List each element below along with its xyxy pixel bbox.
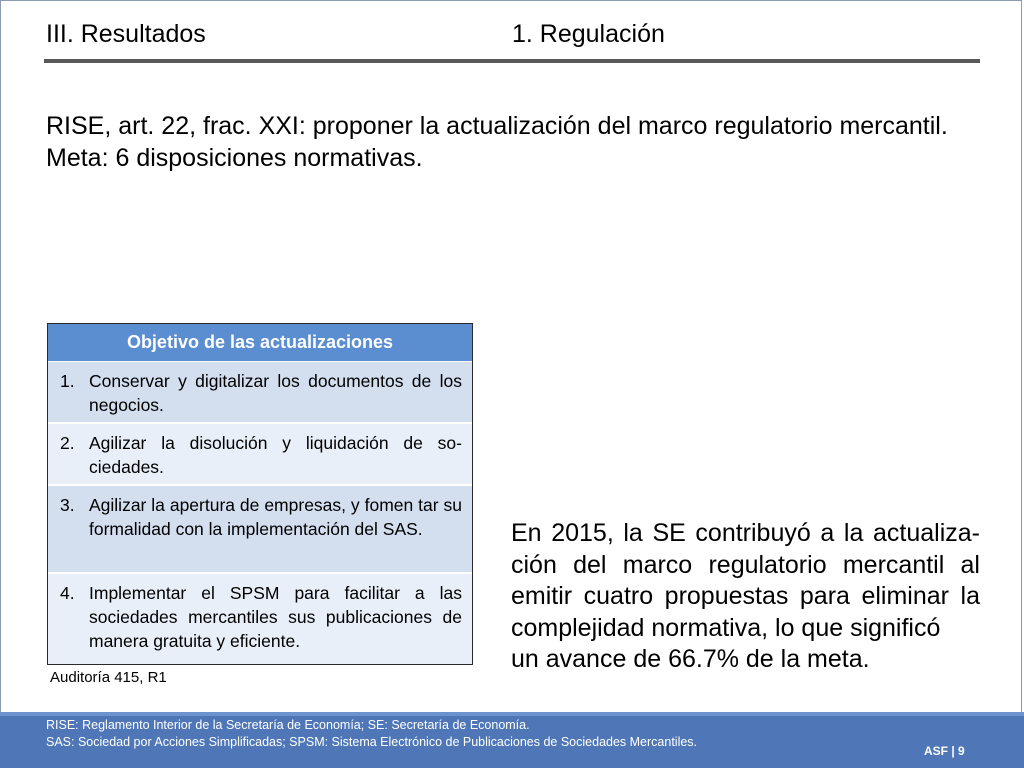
objectives-table — [47, 323, 473, 665]
table-row — [48, 486, 472, 574]
table-header: Objetivo de las actualizaciones — [48, 324, 472, 362]
intro-text — [46, 110, 986, 174]
item-number: 2. — [60, 433, 75, 453]
item-text: Conservar y digitalizar los documentos de los negocios. — [89, 371, 462, 415]
source-note: Auditoría 415, R1 — [50, 669, 167, 686]
table-row — [48, 574, 472, 664]
footer-accent-line — [0, 712, 1024, 716]
footer-bar — [0, 712, 1024, 768]
table-row — [48, 362, 472, 424]
footer-note-1: RISE: Reglamento Interior de la Secretaría de Economía; SE: Secretaría de Economía. — [46, 718, 530, 732]
item-text: Agilizar la apertura de empresas, y fomen tar su formalidad con la implementación del SAS. — [89, 495, 462, 539]
summary-text — [511, 518, 980, 676]
footer-note-2: SAS: Sociedad por Acciones Simplificadas; SPSM: Sistema Electrónico de Publicaciones de Sociedades Mercantiles. — [46, 735, 698, 749]
item-number: 4. — [60, 583, 75, 603]
item-text: Implementar el SPSM para facilitar a las sociedades mercantiles sus publicaciones de manera gratuita y eficiente. — [89, 583, 462, 651]
page-number: ASF | 9 — [924, 744, 965, 758]
intro-line-1: RISE, art. 22, frac. XXI: proponer la actualización del marco regulatorio mercantil. — [46, 112, 948, 140]
header-divider — [44, 59, 980, 63]
item-text: Agilizar la disolución y liquidación de so-ciedades. — [89, 433, 462, 477]
item-number: 3. — [60, 495, 75, 515]
intro-line-2: Meta: 6 disposiciones normativas. — [46, 144, 423, 172]
summary-last-line: un avance de 66.7% de la meta. — [511, 645, 870, 673]
topic-title: 1. Regulación — [512, 20, 665, 48]
table-row — [48, 424, 472, 486]
section-title: III. Resultados — [46, 20, 206, 48]
item-number: 1. — [60, 371, 75, 391]
summary-body: En 2015, la SE contribuyó a la actualiza-ción del marco regulatorio mercantil al emitir cuatro propuestas para eliminar la complejidad normativa, lo que significó — [511, 519, 980, 642]
